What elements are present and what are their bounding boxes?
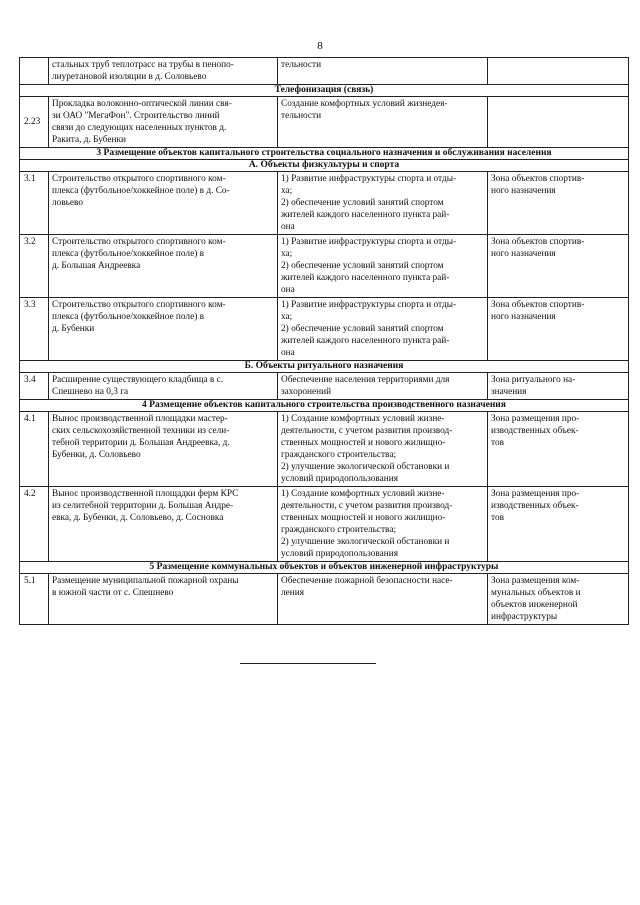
- row-number-cell: 5.1: [20, 574, 49, 625]
- objects-table: [19, 57, 629, 625]
- table-row: [20, 97, 629, 148]
- purpose-cell: 1) Развитие инфраструктуры спорта и отды- ха; 2) обеспечение условий занятий спортом жителей каждого населенного пункта рай- она: [278, 235, 488, 298]
- object-cell: Вынос производственной площадки мастер- ских сельскохозяйственной техники из сели- тебной территории д. Большая Андреевка, д. Бубенки, д. Соловьево: [49, 412, 278, 487]
- purpose-cell: Создание комфортных условий жизнедея- тельности: [278, 97, 488, 148]
- object-cell: Вынос производственной площадки ферм КРС из селитебной территории д. Большая Андре- евка, д. Бубенки, д. Соловьево, д. Сосновка: [49, 487, 278, 562]
- section-title: 4 Размещение объектов капитального строительства производственного назначения: [20, 400, 629, 412]
- zone-cell: Зона ритуального на- значения: [488, 373, 629, 400]
- table-row: [20, 58, 629, 85]
- section-title: 3 Размещение объектов капитального строительства социального назначения и обслуживания населения: [20, 148, 629, 160]
- zone-cell: Зона размещения ком- мунальных объектов и объектов инженерной инфраструктуры: [488, 574, 629, 625]
- zone-cell: Зона размещения про- изводственных объек- тов: [488, 487, 629, 562]
- section-header-row: [20, 361, 629, 373]
- table-row: [20, 172, 629, 235]
- purpose-cell: 1) Развитие инфраструктуры спорта и отды- ха; 2) обеспечение условий занятий спортом жителей каждого населенного пункта рай- она: [278, 298, 488, 361]
- purpose-cell: 1) Создание комфортных условий жизне- деятельности, с учетом развития производ- ственных мощностей и нового жилищно- гражданского строительства; 2) улучшение экологической обстановки и условий природопользования: [278, 412, 488, 487]
- purpose-cell: тельности: [278, 58, 488, 85]
- table-row: [20, 487, 629, 562]
- object-cell: Строительство открытого спортивного ком- плекса (футбольное/хоккейное поле) в д. Бубенки: [49, 298, 278, 361]
- row-number-cell: 2.23: [20, 97, 49, 148]
- table-row: [20, 574, 629, 625]
- zone-cell: Зона объектов спортив- ного назначения: [488, 298, 629, 361]
- zone-cell: [488, 97, 629, 148]
- zone-cell: Зона объектов спортив- ного назначения: [488, 172, 629, 235]
- object-cell: Строительство открытого спортивного ком- плекса (футбольное/хоккейное поле) в д. Со- ловьево: [49, 172, 278, 235]
- section-header-row: [20, 562, 629, 574]
- table-row: [20, 298, 629, 361]
- object-cell: Прокладка волоконно-оптической линии свя- зи ОАО "МегаФон". Строительство линий связи до следующих населенных пунктов д. Ракита, д. Бубенки: [49, 97, 278, 148]
- purpose-cell: Обеспечение населения территориями для захоронений: [278, 373, 488, 400]
- object-cell: Размещение муниципальной пожарной охраны в южной части от с. Спешнево: [49, 574, 278, 625]
- page-number: 8: [317, 40, 323, 52]
- row-number-cell: 4.2: [20, 487, 49, 562]
- row-number-cell: 3.3: [20, 298, 49, 361]
- zone-cell: [488, 58, 629, 85]
- section-title: Б. Объекты ритуального назначения: [20, 361, 629, 373]
- row-number-cell: 3.2: [20, 235, 49, 298]
- row-number-cell: 3.4: [20, 373, 49, 400]
- table-row: [20, 235, 629, 298]
- zone-cell: Зона размещения про- изводственных объек- тов: [488, 412, 629, 487]
- section-title: А. Объекты физкультуры и спорта: [20, 160, 629, 172]
- purpose-cell: 1) Создание комфортных условий жизне- деятельности, с учетом развития производ- ственных мощностей и нового жилищно- гражданского строительства; 2) улучшение экологической обстановки и условий природопользования: [278, 487, 488, 562]
- row-number-cell: 3.1: [20, 172, 49, 235]
- object-cell: Строительство открытого спортивного ком- плекса (футбольное/хоккейное поле) в д. Большая Андреевка: [49, 235, 278, 298]
- section-title: Телефонизация (связь): [20, 85, 629, 97]
- section-title: 5 Размещение коммунальных объектов и объектов инженерной инфраструктуры: [20, 562, 629, 574]
- purpose-cell: 1) Развитие инфраструктуры спорта и отды- ха; 2) обеспечение условий занятий спортом жителей каждого населенного пункта рай- она: [278, 172, 488, 235]
- table-row: [20, 412, 629, 487]
- object-cell: стальных труб теплотрасс на трубы в пенопо- лиуретановой изоляции в д. Соловьево: [49, 58, 278, 85]
- end-rule: [240, 663, 376, 664]
- table-row: [20, 373, 629, 400]
- section-header-row: [20, 160, 629, 172]
- object-cell: Расширение существующего кладбища в с. Спешнево на 0,3 га: [49, 373, 278, 400]
- row-number-cell: 4.1: [20, 412, 49, 487]
- purpose-cell: Обеспечение пожарной безопасности насе- ления: [278, 574, 488, 625]
- section-header-row: [20, 148, 629, 160]
- row-number-cell: [20, 58, 49, 85]
- section-header-row: [20, 85, 629, 97]
- zone-cell: Зона объектов спортив- ного назначения: [488, 235, 629, 298]
- section-header-row: [20, 400, 629, 412]
